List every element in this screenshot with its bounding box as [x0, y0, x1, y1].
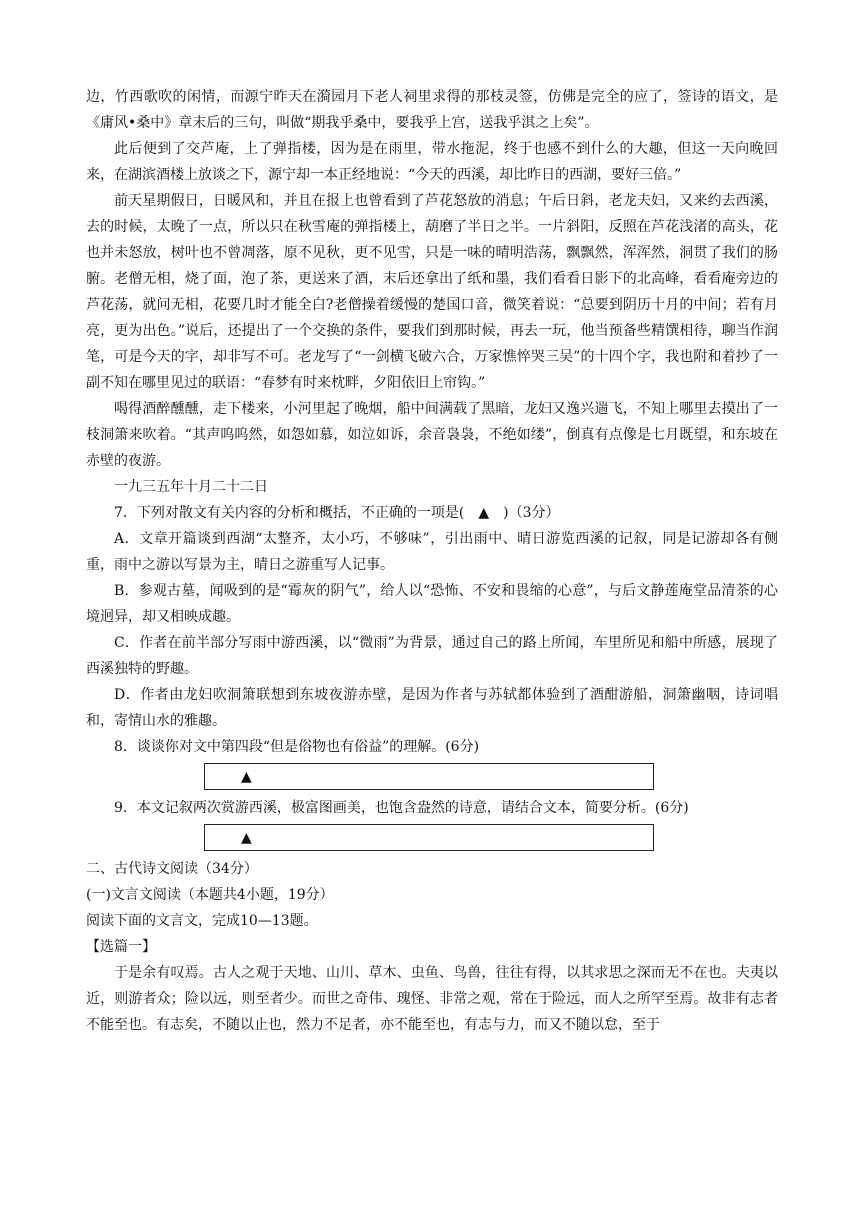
- question-7: 7．下列对散文有关内容的分析和概括，不正确的一项是( ▲ )（3分）: [114, 505, 560, 521]
- essay-paragraph-3: 前天星期假日，日暖风和，并且在报上也曾看到了芦花怒放的消息；午后日斜，老龙夫妇，又来约去西溪，去的时候，太晚了一点，所以只在秋雪庵的弹指楼上，葫磨了半日之半。一片斜阳，反照在芦花浅渚的高头，花也并未怒放，树叶也不曾凋落，原不见秋，更不见雪，只是一味的晴明浩荡，飘飘然，浑浑然，洞贯了我们的肠腑。老僧无相，烧了面，泡了茶，更送来了酒，末后还拿出了纸和墨，我们看看日影下的北高峰，看看庵旁边的芦花荡，就问无相，花要几时才能全白?老僧操着缓慢的楚国口音，微笑着说：“总要到阴历十月的中间；若有月亮，更为出色。”说后，还提出了一个交换的条件，要我们到那时候，再去一玩，他当预备些精馔相待，聊当作润笔，可是今天的字，却非写不可。老龙写了“一剑横飞破六合，万家憔悴哭三吴”的十四个字，我也附和着抄了一副不知在哪里见过的联语：“春梦有时来枕畔，夕阳依旧上帘钩。”: [86, 193, 778, 391]
- question-7-option-c: C．作者在前半部分写雨中游西溪，以“微雨”为背景，通过自己的路上所闻，车里所见和船中所感，展现了西溪独特的野趣。: [86, 635, 778, 677]
- section-title: 二、古代诗文阅读（34分）: [86, 861, 258, 877]
- essay-paragraph-continued: 边，竹西歌吹的闲情，而源宁昨天在漪园月下老人祠里求得的那枝灵签，仿佛是完全的应了，签诗的语文，是《庸风•桑中》章末后的三句，叫做“期我乎桑中，要我乎上宫，送我乎淇之上矣”。: [86, 89, 778, 131]
- answer-placeholder-mark: ▲: [241, 769, 252, 785]
- question-9: 9．本文记叙两次赏游西溪，极富图画美，也饱含盎然的诗意，请结合文本，简要分析。(6分): [114, 800, 689, 816]
- question-8-answer-box[interactable]: [204, 763, 654, 790]
- essay-paragraph-4: 喝得酒醉醺醺，走下楼来，小河里起了晚烟，船中间满载了黑暗，龙妇又逸兴遄飞，不知上哪里去摸出了一枝洞箫来吹着。“其声呜呜然，如怨如慕，如泣如诉，余音袅袅，不绝如缕”，倒真有点像是七月既望，和东坡在赤壁的夜游。: [86, 401, 778, 469]
- question-7-option-d: D．作者由龙妇吹洞箫联想到东坡夜游赤壁，是因为作者与苏轼都体验到了酒酣游船，洞箫幽咽，诗词唱和，寄情山水的雅趣。: [86, 687, 778, 729]
- essay-date: 一九三五年十月二十二日: [114, 479, 268, 495]
- document-page: [86, 84, 778, 1038]
- instruction-text: 阅读下面的文言文，完成10—13题。: [86, 913, 318, 929]
- question-7-option-b: B．参观古墓，闻吸到的是“霉灰的阴气”，给人以“恐怖、不安和畏缩的心意”，与后文静莲庵堂品清茶的心境迥异，却又相映成趣。: [86, 583, 778, 625]
- subsection-title: (一)文言文阅读（本题共4小题，19分）: [86, 887, 334, 903]
- essay-paragraph-2: 此后便到了交芦庵，上了弹指楼，因为是在雨里，带水拖泥，终于也感不到什么的大趣，但这一天向晚回来，在湖滨酒楼上放谈之下，源宁却一本正经地说：“今天的西溪，却比昨日的西湖，要好三倍。”: [86, 141, 778, 183]
- question-9-answer-box[interactable]: [204, 824, 654, 851]
- answer-placeholder-mark: ▲: [241, 830, 252, 846]
- passage-label: 【选篇一】: [86, 939, 156, 955]
- question-7-option-a: A．文章开篇谈到西湖“太整齐，太小巧，不够味”，引出雨中、晴日游览西溪的记叙，同是记游却各有侧重，雨中之游以写景为主，晴日之游重写人记事。: [86, 531, 778, 573]
- question-8: 8．谈谈你对文中第四段“但是俗物也有俗益”的理解。(6分): [114, 739, 480, 755]
- classical-passage: 于是余有叹焉。古人之观于天地、山川、草木、虫鱼、鸟兽，往往有得，以其求思之深而无不在也。夫夷以近，则游者众；险以远，则至者少。而世之奇伟、瑰怪、非常之观，常在于险远，而人之所罕至焉。故非有志者不能至也。有志矣，不随以止也，然力不足者，亦不能至也，有志与力，而又不随以怠，至于: [86, 965, 778, 1033]
